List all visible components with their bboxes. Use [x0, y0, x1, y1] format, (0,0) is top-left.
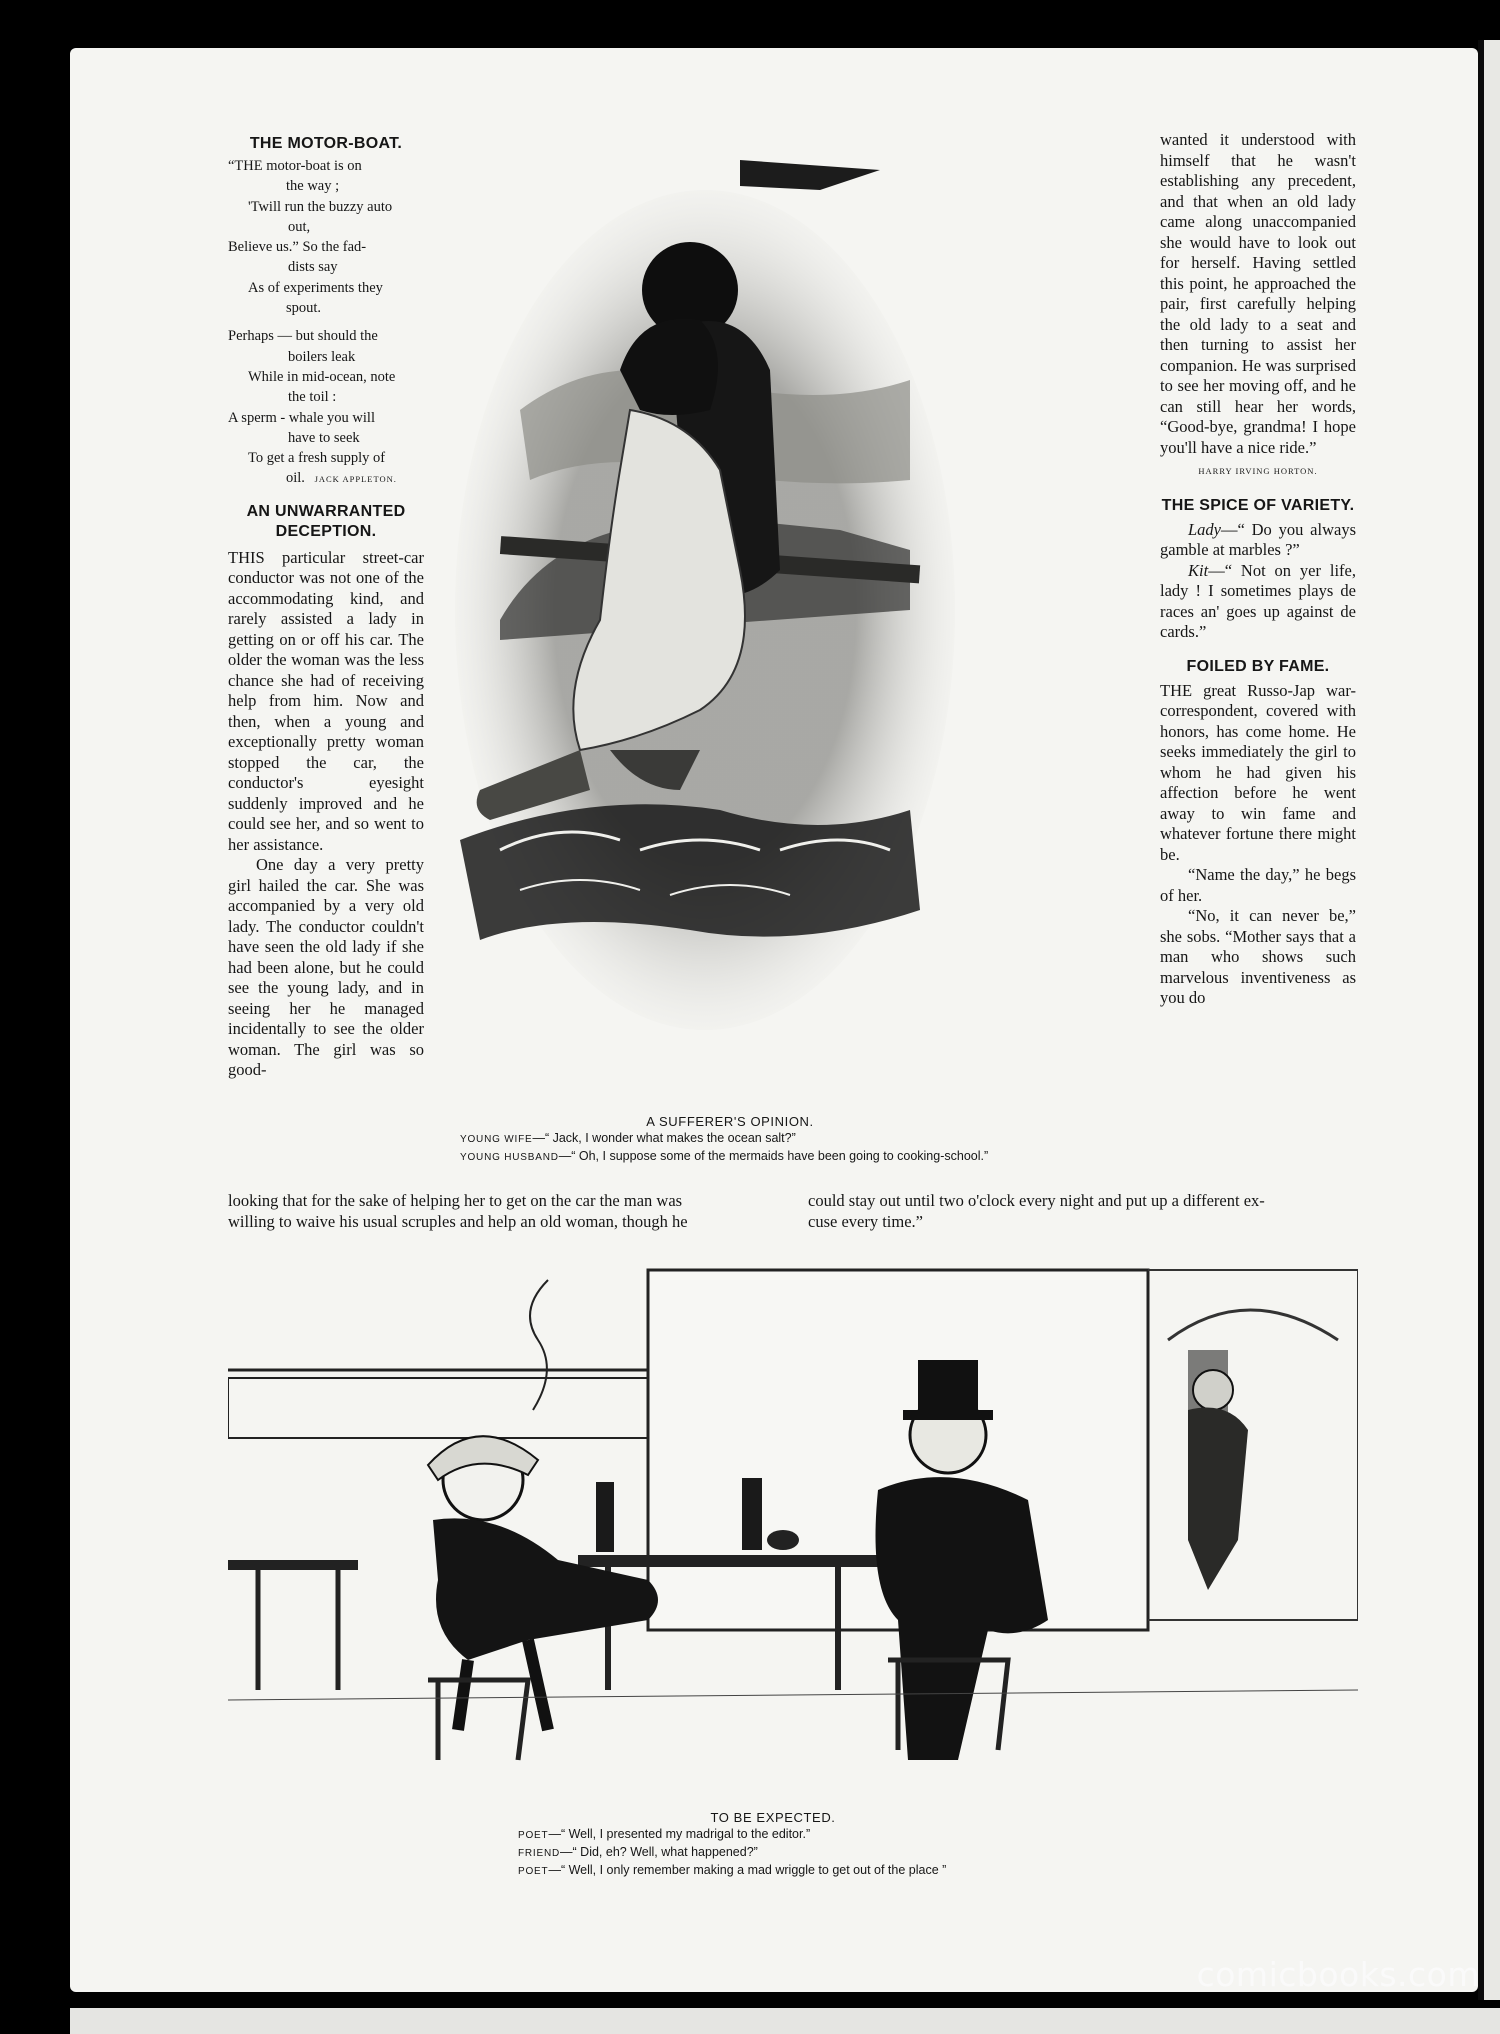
spice-title: THE SPICE OF VARIETY. [1161, 496, 1355, 514]
deception-paragraph-1: THIS particular street-car conductor was not one of the accommodating kind, and rarely assisted a lady in getting on or off his car. The older the woman was the less chance she had of receiving help from him. Now and then, when a young and exceptionally pretty woman stopped the car, the conductor's eyesight suddenly improved and he could see her, and so went to her assistance. [228, 547, 424, 854]
poem-line: 'Twill run the buzzy auto [248, 198, 393, 215]
beach-couple-illustration [440, 150, 970, 1080]
poem-line: A sperm - whale you will [228, 409, 375, 426]
deception-paragraph-2: One day a very pretty girl hailed the car. She was accompanied by a very old lady. The conductor couldn't have seen the old lady if she had been alone, but he could see the young lady, and in seeing her he managed incidentally to see the older woman. The girl was so good- [228, 855, 424, 1080]
speaker-lady: Lady [1188, 519, 1221, 539]
caption-line: —“ Oh, I suppose some of the mermaids have been going to cooking-school.” [558, 1149, 989, 1163]
poem-line: the toil : [288, 389, 337, 406]
fame-paragraph-2: “Name the day,” he begs of her. [1160, 865, 1356, 905]
fame-runover-line: could stay out until two o'clock every night and put up a different ex- [808, 1191, 1265, 1210]
expected-caption [518, 1810, 1158, 1880]
speaker-label: FRIEND [518, 1848, 561, 1859]
deception-byline: HARRY IRVING HORTON. [1198, 466, 1318, 476]
sufferer-caption [460, 1114, 1140, 1166]
expected-title: TO BE EXPECTED. [710, 1810, 836, 1825]
poem-line: spout. [286, 300, 322, 317]
fame-paragraph-3: “No, it can never be,” she sobs. “Mother says that a man who shows such marvelous inventiveness as you do [1160, 906, 1356, 1007]
right-column [1160, 130, 1356, 1009]
left-column [228, 134, 424, 1081]
deception-title: AN UNWARRANTED DECEPTION. [246, 502, 406, 540]
fame-title: FOILED BY FAME. [1186, 657, 1330, 675]
speaker-label: POET [518, 1830, 549, 1841]
next-page-strip [70, 2008, 1500, 2034]
poem-line: out, [288, 218, 311, 235]
sufferer-title: A SUFFERER'S OPINION. [646, 1114, 814, 1129]
speaker-kit: Kit [1188, 560, 1209, 580]
motor-boat-title: THE MOTOR-BOAT. [249, 135, 403, 152]
fame-paragraph-1: THE great Russo-Jap war-correspondent, covered with honors, has come home. He seeks immediately the girl to whom he had given his affection before he went away to win fame and whatever fortune there might be. [1160, 680, 1356, 864]
deception-runover [228, 1191, 788, 1232]
speaker-label: YOUNG WIFE [460, 1134, 533, 1145]
fame-runover-line: cuse every time.” [808, 1211, 923, 1231]
spice-line: —“ Not on yer life, lady ! I sometimes plays de races an' goes up against de cards.” [1160, 560, 1356, 641]
poem-line: To get a fresh supply of [248, 450, 386, 467]
barroom-cartoon [228, 1260, 1358, 1800]
speaker-label: POET [518, 1866, 549, 1877]
poem-line: oil. [286, 470, 305, 487]
poem-line: Believe us.” So the fad- [228, 239, 367, 256]
motor-boat-byline: JACK APPLETON. [314, 474, 397, 485]
spice-line: —“ Do you always gamble at marbles ?” [1160, 519, 1356, 559]
poem-line: dists say [288, 259, 338, 276]
poem-line: have to seek [288, 429, 360, 446]
deception-runover-line: willing to waive his usual scruples and help an old woman, though he [228, 1211, 688, 1231]
caption-line: —“ Well, I only remember making a mad wriggle to get out of the place ” [548, 1863, 947, 1877]
poem-line: boilers leak [288, 348, 356, 365]
fame-runover [808, 1191, 1358, 1232]
poem-line: While in mid-ocean, note [248, 368, 396, 385]
deception-runover-line: looking that for the sake of helping her to get on the car the man was [228, 1191, 683, 1210]
adjacent-page-edge [1478, 40, 1500, 2000]
caption-line: —“ Well, I presented my madrigal to the editor.” [548, 1827, 811, 1841]
poem-line: As of experiments they [248, 279, 383, 296]
watermark: comicbooks.com [1196, 1955, 1480, 1994]
poem-line: the way ; [286, 178, 340, 195]
caption-line: —“ Jack, I wonder what makes the ocean salt?” [532, 1131, 796, 1145]
speaker-label: YOUNG HUSBAND [460, 1152, 559, 1163]
poem-line: Perhaps — but should the [228, 328, 378, 345]
motor-boat-poem [228, 156, 424, 490]
caption-line: —“ Did, eh? Well, what happened?” [560, 1845, 758, 1859]
poem-line: “THE motor-boat is on [228, 158, 362, 174]
deception-continued: wanted it understood with himself that he wasn't establishing any precedent, and that when an old lady came along unaccompanied she would have to look out for herself. Having settled this point, he approached the pair, first carefully helping the old lady to a seat and then turning to assist her companion. He was surprised to see her moving off, and he can still hear her words, “Good-bye, grandma! I hope you'll have a nice ride.” [1160, 130, 1356, 457]
